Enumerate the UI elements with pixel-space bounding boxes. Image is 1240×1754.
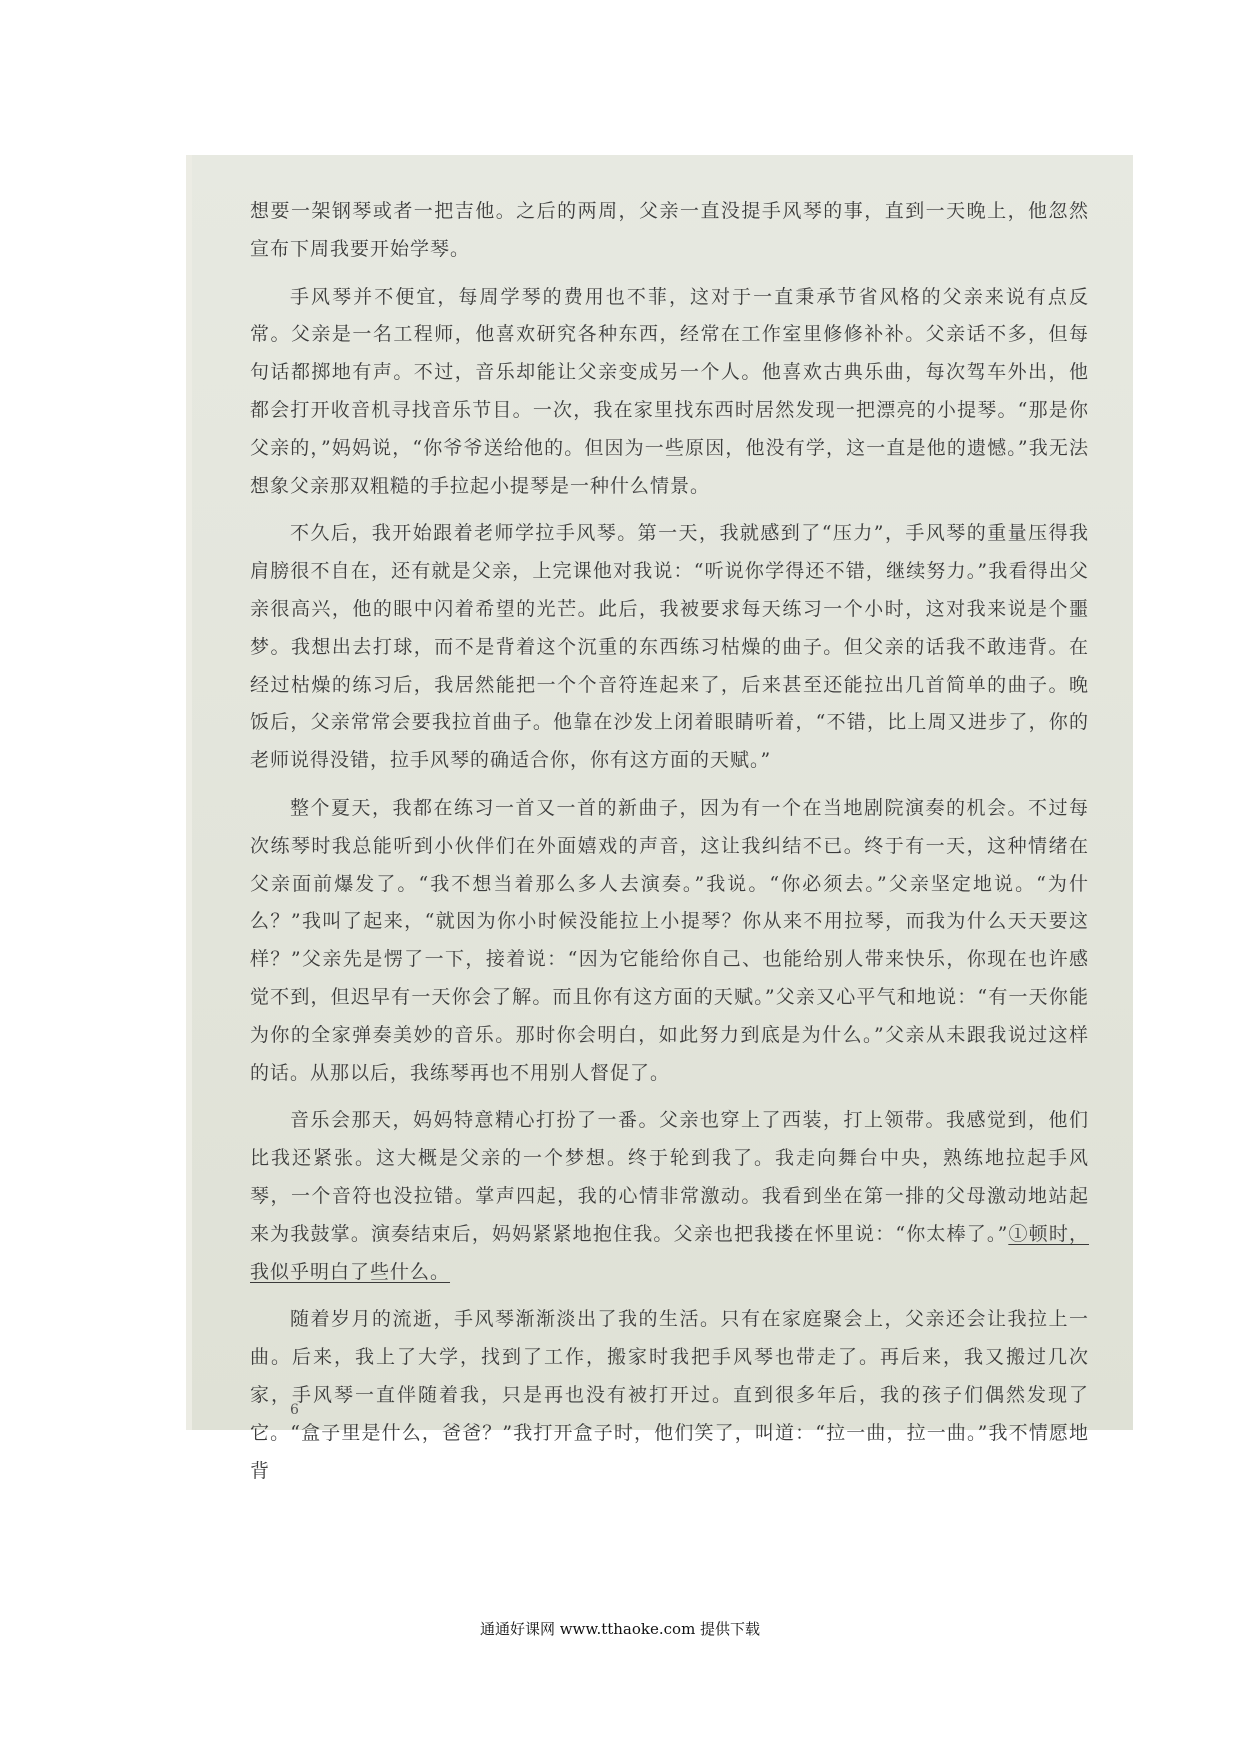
paragraph-3: 不久后，我开始跟着老师学拉手风琴。第一天，我就感到了“压力”，手风琴的重量压得我肩膀很不自在，还有就是父亲，上完课他对我说：“听说你学得还不错，继续努力。”我看得出父亲很高兴，他的眼中闪着希望的光芒。此后，我被要求每天练习一个小时，这对我来说是个噩梦。我想出去打球，而不是背着这个沉重的东西练习枯燥的曲子。但父亲的话我不敢违背。在经过枯燥的练习后，我居然能把一个个音符连起来了，后来甚至还能拉出几首简单的曲子。晚饭后，父亲常常会要我拉首曲子。他靠在沙发上闭着眼睛听着，“不错，比上周又进步了，你的老师说得没错，拉手风琴的确适合你，你有这方面的天赋。” — [250, 522, 1089, 772]
scanned-page — [186, 155, 1133, 1482]
page-number: 6 — [290, 1402, 299, 1418]
paragraph-6: 随着岁月的流逝，手风琴渐渐淡出了我的生活。只有在家庭聚会上，父亲还会让我拉上一曲。后来，我上了大学，找到了工作，搬家时我把手风琴也带走了。再后来，我又搬过几次家，手风琴一直伴随着我，只是再也没有被打开过。直到很多年后，我的孩子们偶然发现了它。“盒子里是什么，爸爸？”我打开盒子时，他们笑了，叫道：“拉一曲，拉一曲。”我不情愿地背 — [250, 1308, 1089, 1482]
scan-edge — [186, 155, 192, 1430]
paragraph-1: 想要一架钢琴或者一把吉他。之后的两周，父亲一直没提手风琴的事，直到一天晚上，他忽然宣布下周我要开始学琴。 — [250, 200, 1089, 260]
paragraph-5-text: 音乐会那天，妈妈特意精心打扮了一番。父亲也穿上了西装，打上领带。我感觉到，他们比我还紧张。这大概是父亲的一个梦想。终于轮到我了。我走向舞台中央，熟练地拉起手风琴，一个音符也没拉错。掌声四起，我的心情非常激动。我看到坐在第一排的父母激动地站起来为我鼓掌。演奏结束后，妈妈紧紧地抱住我。父亲也把我搂在怀里说：“你太棒了。” — [250, 1109, 1089, 1245]
paragraph-4: 整个夏天，我都在练习一首又一首的新曲子，因为有一个在当地剧院演奏的机会。不过每次练琴时我总能听到小伙伴们在外面嬉戏的声音，这让我纠结不已。终于有一天，这种情绪在父亲面前爆发了。“我不想当着那么多人去演奏。”我说。“你必须去。”父亲坚定地说。“为什么？”我叫了起来，“就因为你小时候没能拉上小提琴？你从来不用拉琴，而我为什么天天要这样？”父亲先是愣了一下，接着说：“因为它能给你自己、也能给别人带来快乐，你现在也许感觉不到，但迟早有一天你会了解。而且你有这方面的天赋。”父亲又心平气和地说：“有一天你能为你的全家弹奏美妙的音乐。那时你会明白，如此努力到底是为什么。”父亲从未跟我说过这样的话。从那以后，我练琴再也不用别人督促了。 — [250, 796, 1089, 1084]
underlined-sentence: ①顿时，我似乎明白了些什么。 — [250, 1222, 1089, 1283]
paragraph-5 — [250, 1102, 1089, 1291]
paragraph-2: 手风琴并不便宜，每周学琴的费用也不菲，这对于一直秉承节省风格的父亲来说有点反常。父亲是一名工程师，他喜欢研究各种东西，经常在工作室里修修补补。父亲话不多，但每句话都掷地有声。不过，音乐却能让父亲变成另一个人。他喜欢古典乐曲，每次驾车外出，他都会打开收音机寻找音乐节目。一次，我在家里找东西时居然发现一把漂亮的小提琴。“那是你父亲的，”妈妈说，“你爷爷送给他的。但因为一些原因，他没有学，这一直是他的遗憾。”我无法想象父亲那双粗糙的手拉起小提琴是一种什么情景。 — [250, 285, 1089, 497]
footer-download-notice: 通通好课网 www.tthaoke.com 提供下载 — [479, 1620, 761, 1638]
